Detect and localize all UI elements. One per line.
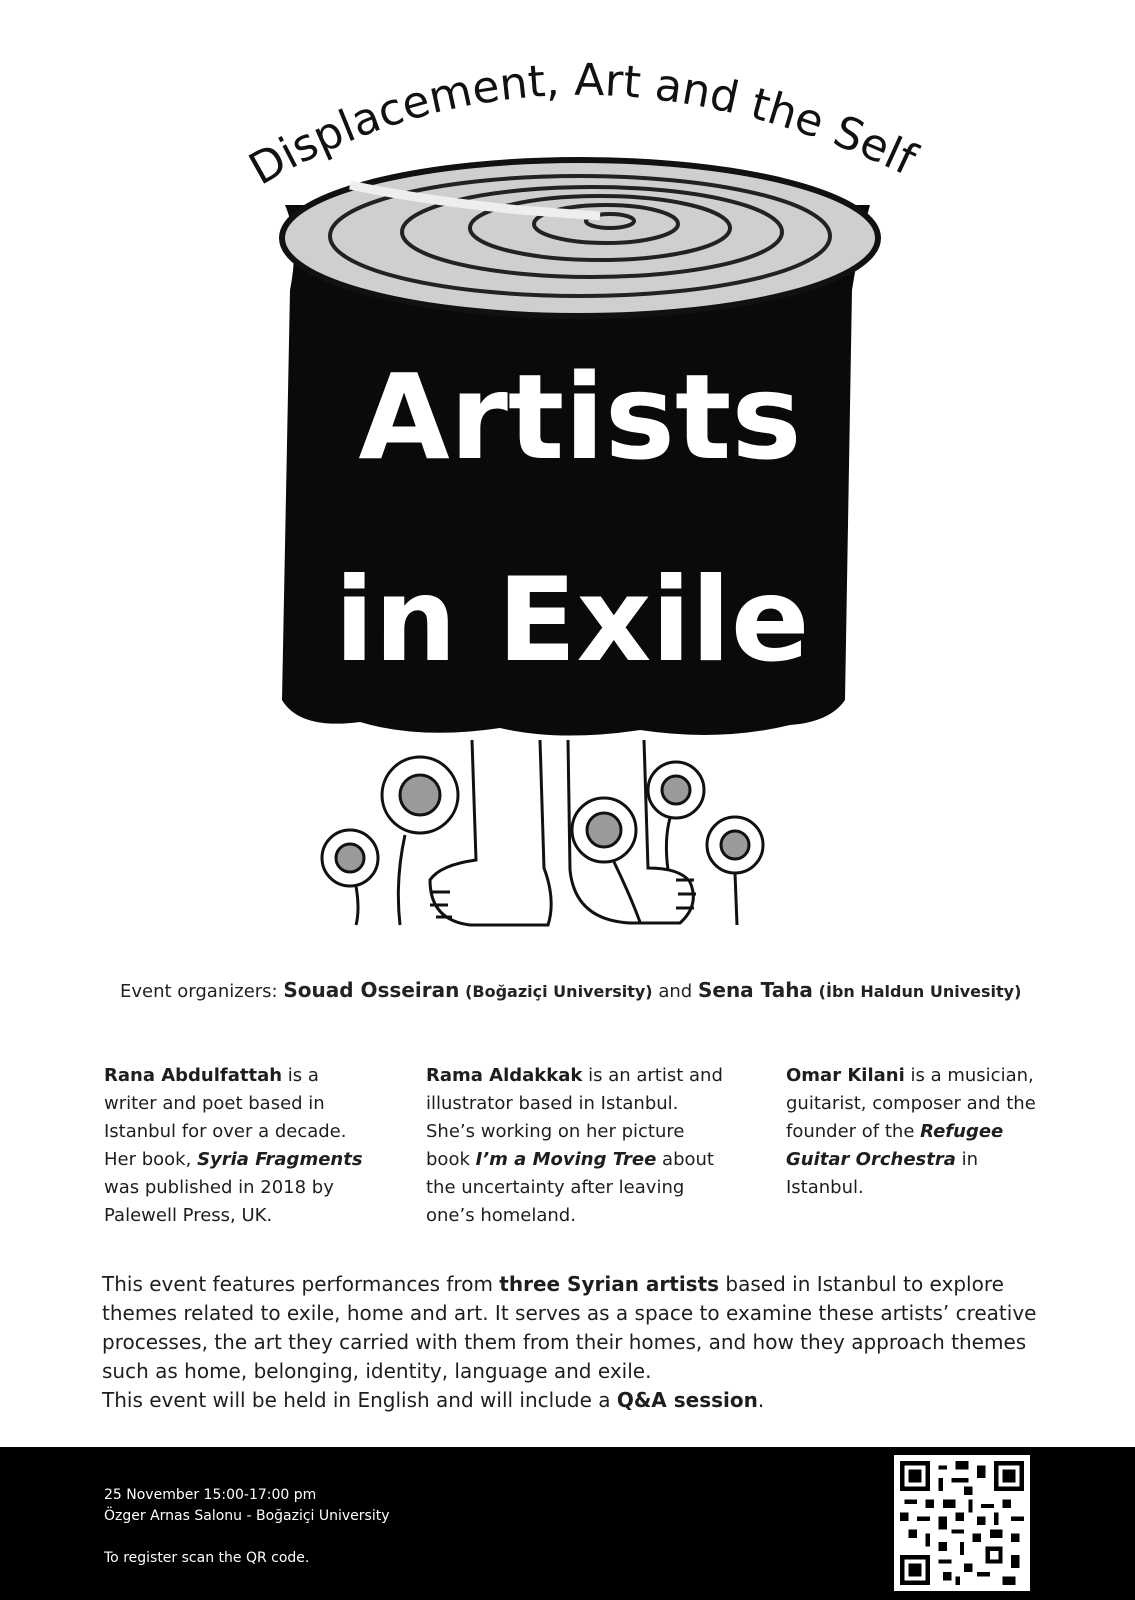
description-text: This event will be held in English and will include a (102, 1388, 617, 1412)
event-details (104, 1485, 390, 1527)
feet-icon (430, 740, 696, 925)
artist-bio (426, 1062, 726, 1230)
description-paragraph (102, 1270, 1042, 1386)
bio-text: is an artist and illustrator based in Istanbul. She’s working on her picture book (426, 1065, 723, 1170)
organizers-label: Event organizers: (120, 981, 278, 1002)
work-title: Refugee Guitar Orchestra (786, 1121, 1004, 1170)
bio-text: about the uncertainty after leaving one’s homeland. (426, 1149, 714, 1226)
poster-title-line1: Artists (358, 348, 802, 486)
poster-subtitle: Displacement, Art and the Self (240, 54, 924, 196)
tree-rings-icon (282, 160, 878, 316)
description-paragraph (102, 1386, 1042, 1415)
bio-text: is a musician, guitarist, composer and the founder of the (786, 1065, 1036, 1142)
description-text: This event features performances from (102, 1272, 500, 1296)
artist-name: Omar Kilani (786, 1065, 905, 1086)
footer-bar (0, 1447, 1135, 1600)
qr-code-icon[interactable] (894, 1455, 1030, 1591)
register-instruction: To register scan the QR code. (104, 1550, 310, 1566)
bio-text: was published in 2018 by Palewell Press, UK. (104, 1177, 334, 1226)
organizer-affiliation: (Boğaziçi University) (465, 982, 653, 1001)
event-description (102, 1270, 1042, 1415)
artist-bio (104, 1062, 364, 1230)
artist-name: Rana Abdulfattah (104, 1065, 283, 1086)
event-venue: Özger Arnas Salonu - Boğaziçi University (104, 1508, 390, 1524)
artist-bio (786, 1062, 1046, 1202)
artist-name: Rama Aldakkak (426, 1065, 583, 1086)
event-date-time: 25 November 15:00-17:00 pm (104, 1487, 317, 1503)
description-text: . (757, 1388, 765, 1412)
description-text: based in Istanbul to explore themes related to exile, home and art. It serves as a space to examine these artists’ creative processes, the art they carried with them from their homes, and how they approach themes such as home, belonging, identity, language and exile. (102, 1272, 1037, 1383)
organizer-affiliation: (İbn Haldun Univesity) (818, 982, 1022, 1001)
event-organizers (120, 978, 1020, 1002)
work-title: I’m a Moving Tree (475, 1149, 657, 1170)
description-highlight: Q&A session (616, 1388, 758, 1412)
organizers-connector: and (658, 981, 693, 1002)
organizer-name: Sena Taha (697, 978, 813, 1002)
organizer-name: Souad Osseiran (283, 978, 460, 1002)
description-highlight: three Syrian artists (499, 1272, 720, 1296)
poster-title-line2: in Exile (334, 553, 810, 688)
bio-text: is a writer and poet based in Istanbul for over a decade. Her book, (104, 1065, 347, 1170)
work-title: Syria Fragments (197, 1149, 363, 1170)
bio-text: in Istanbul. (786, 1149, 979, 1198)
